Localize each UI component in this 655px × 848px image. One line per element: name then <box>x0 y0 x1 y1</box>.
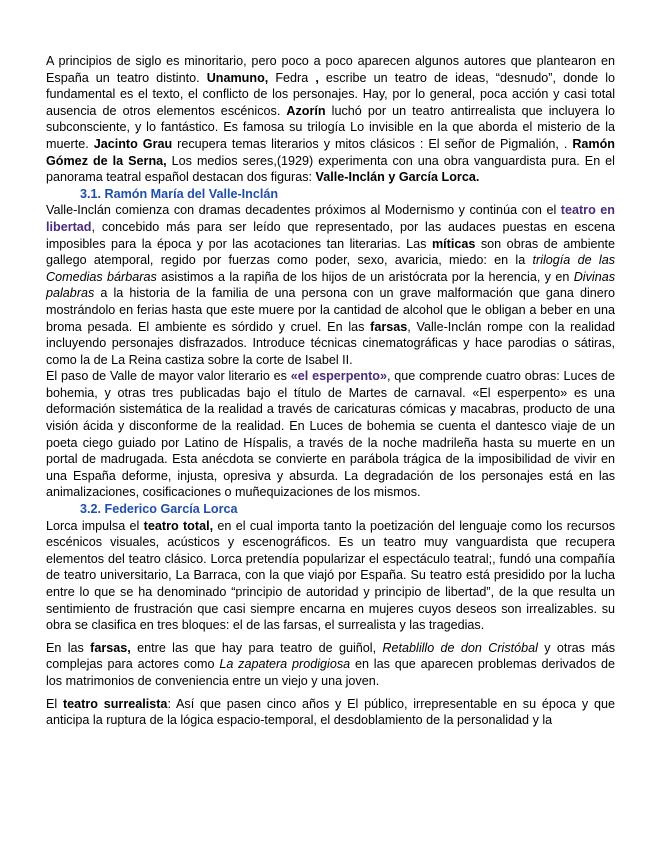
bold-teatro-total: teatro total, <box>143 518 214 533</box>
bold-miticas: míticas <box>431 236 476 251</box>
text-run: , que comprende cuatro obras: Luces de bohemia, y otras tres publicadas bajo el título de Martes de carnaval. «El esperpento» es una deformación sistemática de la realidad a través de caricaturas cómicas y macabras, producto de una visión ácida y disconforme de la realidad. En Luces de bohemia se cuenta el dantesco viaje de un poeta ciego guiado por Latino de Híspalis, a través de la noche madrileña hasta su muerte en un portal de madrugada. Esta anécdota se convierte en parábola trágica de la imposibilidad de vivir en una España deforme, injusta, opresiva y absurda. La degradación de los personajes está en las animalizaciones, cosificaciones o muñequizaciones de los mismos. <box>46 369 615 500</box>
text-run: Fedra <box>268 70 316 85</box>
text-run: Los medios seres,(1929) experimenta con una obra vanguardista pura. En el panorama teatral español destacan dos figuras: <box>46 153 615 185</box>
bold-two-figures: Valle-Inclán y García Lorca. <box>315 170 480 185</box>
bold-farsas: farsas <box>370 319 408 334</box>
italic-comedias-barbaras: trilogía de las Comedias bárbaras <box>46 253 616 284</box>
bold-jacinto-grau: Jacinto Grau <box>93 136 173 151</box>
italic-retablillo: Retablillo de don Cristóbal <box>382 640 538 655</box>
text-run: Valle-Inclán comienza con dramas decadentes próximos al Modernismo y continúa con el <box>46 203 561 218</box>
text-run: en las que aparecen problemas derivados de los matrimonios de conveniencia entre un viejo y una joven. <box>46 657 615 688</box>
intro-paragraph <box>46 53 615 186</box>
bold-azorin: Azorín <box>286 103 326 118</box>
text-run: El <box>46 696 63 711</box>
text-run: luchó por un teatro antirrealista que incluyera lo subconsciente, y lo fantástico. Es famosa su trilogía Lo invisible en la que aborda el misterio de la muerte. <box>46 103 615 151</box>
highlight-esperpento: «el esperpento» <box>290 369 387 384</box>
text-run: : Así que pasen cinco años y El público, irrepresentable en su época y que anticipa la ruptura de la lógica espacio-temporal, el desdoblamiento de la personalidad y la <box>46 696 616 728</box>
section-heading-lorca: 3.2. Federico García Lorca <box>80 502 238 517</box>
bold-teatro-surrealista: teatro surrealista <box>62 696 168 711</box>
italic-zapatera: La zapatera prodigiosa <box>219 657 351 672</box>
text-run: El paso de Valle de mayor valor literario es <box>46 369 291 384</box>
text-run: , Valle-Inclán rompe con la realidad incluyendo personajes disfrazados. Introduce técnicas cinematográficas y hace parodias o sátiras, como la de La Reina castiza sobre la corte de Isabel II. <box>46 319 615 367</box>
text-run: asistimos a la rapiña de los hijos de un aristócrata por la herencia, y en <box>156 269 574 284</box>
italic-divinas-palabras: Divinas palabras <box>46 269 615 301</box>
bold-comma: , <box>315 70 319 85</box>
text-run: Lorca impulsa el <box>46 518 144 533</box>
text-run: y otras más complejas para actores como <box>46 640 616 672</box>
text-run: , concebido más para ser leído que representado, por las audaces puestas en escena imposibles para la época y por las acotaciones tan literarias. Las <box>46 219 615 251</box>
text-run: son obras de ambiente gallego atemporal, regido por fuerzas como poder, sexo, avaricia, miedo: en la <box>46 236 615 268</box>
text-run: A principios de siglo es minoritario, pero poco a poco aparecen algunos autores que plantearon en España un teatro distinto. <box>46 54 615 85</box>
lorca-paragraph <box>46 518 615 634</box>
text-run: escribe un teatro de ideas, “desnudo”, donde lo fundamental es el texto, el conflicto de los personajes. Hay, por lo general, poca acción y casi total ausencia de otros elementos escénicos. <box>46 70 615 118</box>
text-run: en el cual importa tanto la poetización del lenguaje como los recursos escénicos visuales, acústicos y escenográficos. Es un teatro muy vanguardista que recupera elementos del teatro clásico. Lorca pretendía popularizar el espectáculo teatral;, fundó una compañía de teatro universitario, La Barraca, con la que viajó por España. Su teatro está presidido por la lucha entre lo que se ha denominado “principio de autoridad y principio de libertad”, de la que resulta un sentimiento de frustración que casi siempre encarna en mujeres cuyos deseos son irrealizables. su obra se clasifica en tres bloques: el de las farsas, el surrealista y las tragedias. <box>46 518 615 633</box>
text-run: recupera temas literarios y mitos clásicos : El señor de Pigmalión, . <box>172 136 573 151</box>
bold-gomez-de-la-serna: Ramón Gómez de la Serna, <box>46 136 615 168</box>
document-page <box>46 53 615 729</box>
text-run: En las <box>46 640 91 655</box>
text-run: entre las que hay para teatro de guiñol, <box>130 640 383 655</box>
text-run: a la historia de la familia de una persona con un grave malformación que gana dinero mostrándolo en ferias hasta que este muere por la cantidad de alcohol que le obligan a beber en una broma pesada. El ambiente es sórdido y cruel. En las <box>46 286 615 334</box>
farsas-paragraph <box>46 640 615 690</box>
bold-unamuno: Unamuno, <box>206 70 269 85</box>
bold-farsas: farsas, <box>90 640 131 655</box>
valle-inclan-paragraph <box>46 202 615 368</box>
section-heading-valle-inclan: 3.1. Ramón María del Valle-Inclán <box>80 186 279 201</box>
highlight-teatro-en-libertad: teatro en libertad <box>46 203 616 234</box>
surrealista-paragraph <box>46 696 615 729</box>
esperpento-paragraph <box>46 368 615 501</box>
